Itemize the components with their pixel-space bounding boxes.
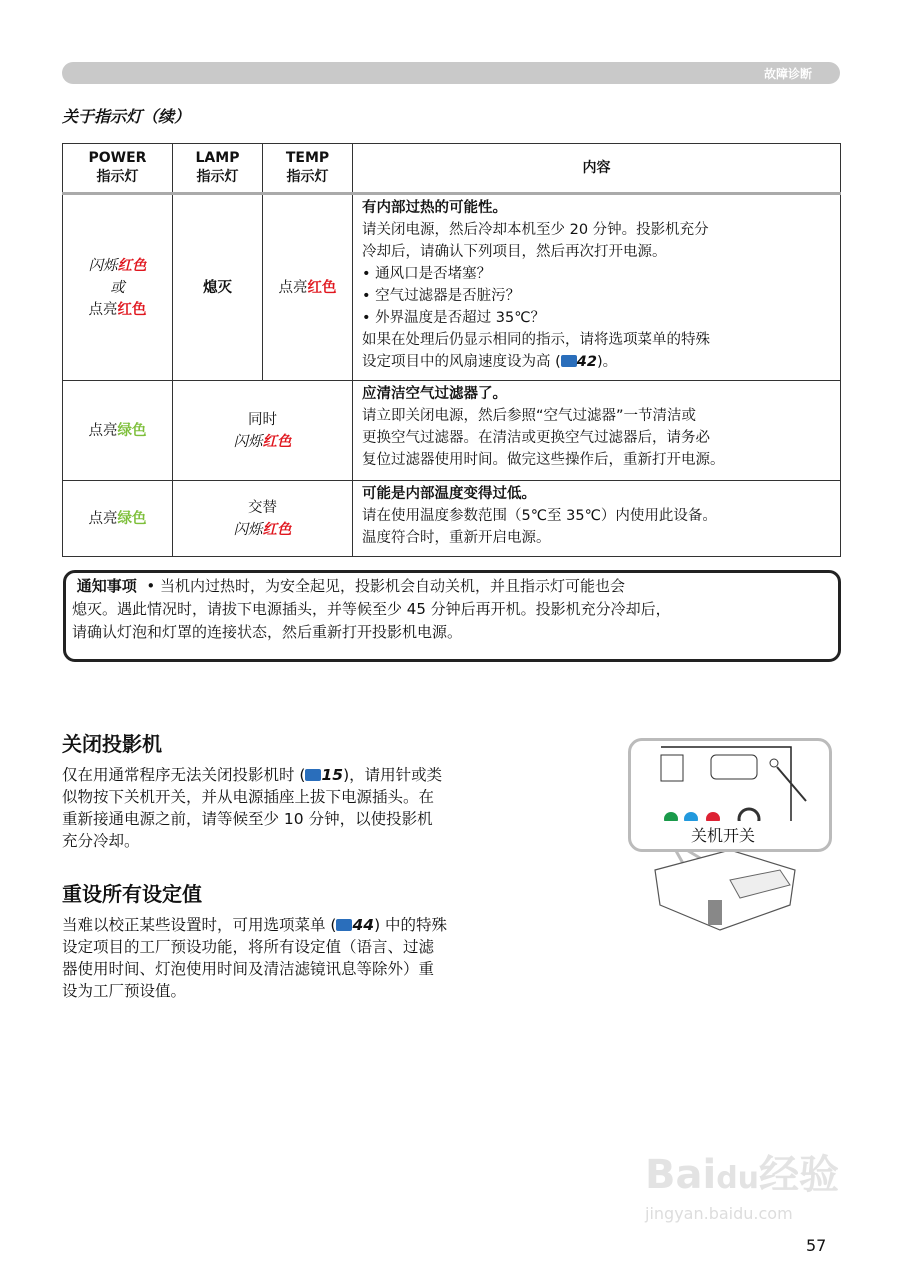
section-header-bar <box>62 62 840 84</box>
callout-label: 关机开关 <box>691 823 755 846</box>
table-row <box>63 194 841 381</box>
temp-cell: 点亮红色 <box>263 194 353 381</box>
content-cell: 有内部过热的可能性。 请关闭电源，然后冷却本机至少 20 分钟。投影机充分 冷却后，请确认下列项目，然后再次打开电源。 • 通风口是否堵塞？ • 空气过滤器是否脏污？ • 外界温度是否超过 35℃？ 如果在处理后仍显示相同的指示，请将选项菜单的特殊 设定项目中的风扇速度设为高 ( 42)。 <box>353 194 841 381</box>
content-cell: 可能是内部温度变得过低。 请在使用温度参数范围（5℃至 35℃）内使用此设备。 温度符合时，重新开启电源。 <box>353 481 841 557</box>
header-lamp: LAMP 指示灯 <box>173 144 263 194</box>
page-subtitle: 关于指示灯（续） <box>62 107 191 126</box>
header-temp: TEMP 指示灯 <box>263 144 353 194</box>
header-power: POWER 指示灯 <box>63 144 173 194</box>
power-switch-callout <box>628 738 832 852</box>
content-cell: 应清洁空气过滤器了。 请立即关闭电源，然后参照“空气过滤器”一节清洁或 更换空气过滤器。在清洁或更换空气过滤器后，请务必 复位过滤器使用时间。做完这些操作后，重新打开电源。 <box>353 381 841 481</box>
table-row <box>63 481 841 557</box>
page-number: 57 <box>806 1236 827 1255</box>
book-ref-icon <box>336 919 352 931</box>
section-body-power-off: 仅在用通常程序无法关闭投影机时 ( 15)，请用针或类 似物按下关机开关，并从电源插座上拔下电源插头。在 重新接通电源之前，请等候至少 10 分钟，以使投影机 充分冷却。 <box>62 766 443 850</box>
book-ref-icon <box>561 355 577 367</box>
section-name: 故障诊断 <box>763 67 812 81</box>
page-ref-link[interactable]: 44 <box>352 916 375 934</box>
page-ref-link[interactable]: 42 <box>576 354 597 370</box>
watermark-logo: Baidu经验 <box>645 1152 840 1198</box>
watermark-url: jingyan.baidu.com <box>645 1204 793 1223</box>
header-content: 内容 <box>353 144 841 194</box>
notice-box: 通知事项 • 当机内过热时，为安全起见，投影机会自动关机，并且指示灯可能也会 熄灭。遇此情况时，请拔下电源插头，并等候至少 45 分钟后再开机。投影机充分冷却后， 请确认灯泡和灯罩的连接状态，然后重新打开投影机电源。 <box>63 570 841 662</box>
indicator-table <box>62 143 841 557</box>
connector-panel-icon <box>631 741 829 821</box>
power-cell: 闪烁红色 或 点亮红色 <box>63 194 173 381</box>
section-title-reset: 重设所有设定值 <box>62 882 202 906</box>
section-title-power-off: 关闭投影机 <box>62 732 162 756</box>
book-ref-icon <box>305 769 321 781</box>
lamp-cell: 熄灭 <box>173 194 263 381</box>
power-cell: 点亮绿色 <box>63 481 173 557</box>
lamp-temp-cell: 同时 闪烁红色 <box>173 381 353 481</box>
lamp-temp-cell: 交替 闪烁红色 <box>173 481 353 557</box>
notice-label: 通知事项 <box>76 577 137 595</box>
page-ref-link[interactable]: 15 <box>321 766 344 784</box>
power-cell: 点亮绿色 <box>63 381 173 481</box>
table-row <box>63 381 841 481</box>
table-header-row <box>63 144 841 194</box>
section-body-reset: 当难以校正某些设置时，可用选项菜单 ( 44) 中的特殊 设定项目的工厂预设功能，将所有设定值（语言、过滤 器使用时间、灯泡使用时间及清洁滤镜讯息等除外）重 设为工厂预设值。 <box>62 916 448 1000</box>
